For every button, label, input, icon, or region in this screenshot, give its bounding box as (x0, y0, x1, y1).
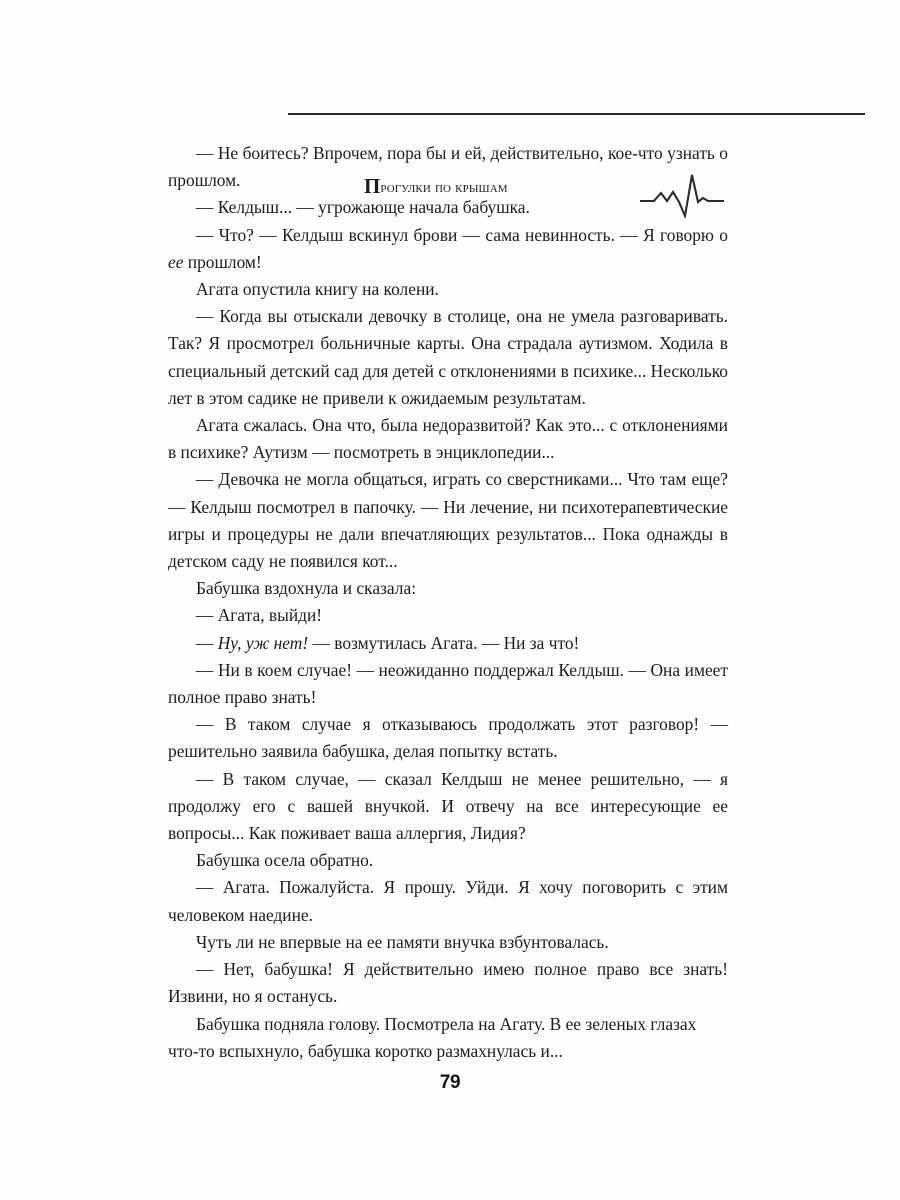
paragraph: — В таком случае я отказываюсь продолжать этот разговор! — решительно заявила бабушка, делая попытку встать. (168, 714, 728, 762)
running-head-title (360, 176, 514, 197)
heartbeat-zigzag-ornament-icon (640, 172, 724, 218)
paragraph: — Когда вы отыскали девочку в столице, она не умела разговаривать. Так? Я просмотрел больничные карты. Она страдала аутизмом. Ходила в специальный детский сад для детей с отклонениями в психике... Несколько лет в этом садике не привели к ожидаемым результатам. (168, 306, 728, 408)
paragraph: — Нет, бабушка! Я действительно имею полное право все знать! Извини, но я останусь. (168, 959, 728, 1007)
body-text-block (168, 140, 728, 1065)
paragraph: — Агата, выйди! (196, 605, 323, 626)
paragraph: Бабушка вздохнула и сказала: (196, 578, 417, 599)
paragraph: — Не боитесь? Впрочем, пора бы и ей, действительно, кое-что узнать о прошлом. (168, 143, 728, 191)
emphasis-text: Ну, уж нет! (217, 632, 309, 653)
page-number: 79 (439, 1072, 461, 1093)
paragraph: Чуть ли не впервые на ее памяти внучка взбунтовалась. (196, 931, 609, 952)
paragraph: — Ни в коем случае! — неожиданно поддержал Келдыш. — Она имеет полное право знать! (168, 659, 728, 708)
running-head-rule (288, 113, 865, 115)
paragraph: Агата сжалась. Она что, была недоразвитой? Как это... с отклонениями в психике? Аутизм — посмотреть в энциклопедии... (168, 415, 728, 463)
running-head-initial: П (364, 174, 381, 198)
paragraph: Бабушка осела обратно. (196, 850, 374, 871)
paragraph: — Ну, уж нет! — возмутилась Агата. — Ни за что! (196, 632, 580, 653)
paragraph: — Келдыш... — угрожающе начала бабушка. (196, 197, 530, 218)
paragraph: — Девочка не могла общаться, играть со сверстниками... Что там еще? — Келдыш посмотрел в папочку. — Ни лечение, ни психотерапевтические игры и процедуры не дали впечатляющих результатов... Пока однажды в детском саду не появился кот... (168, 469, 728, 572)
paragraph: Агата опустила книгу на колени. (196, 279, 439, 300)
paragraph: — В таком случае, — сказал Келдыш не менее решительно, — я продолжу его с вашей внучкой. И отвечу на все интересующие ее вопросы... Как поживает ваша аллергия, Лидия? (168, 768, 728, 844)
paragraph: — Агата. Пожалуйста. Я прошу. Уйди. Я хочу поговорить с этим человеком наедине. (168, 877, 728, 925)
paragraph: — Что? — Келдыш вскинул брови — сама невинность. — Я говорю о ее прошлом! (168, 224, 728, 272)
paragraph: Бабушка подняла голову. Посмотрела на Агату. В ее зеленых глазах что-то вспыхнуло, бабушка коротко размахнулась и... (168, 1013, 697, 1061)
emphasis-text: ее (168, 251, 184, 272)
running-head-title-rest: рогулки по крышам (380, 179, 508, 196)
